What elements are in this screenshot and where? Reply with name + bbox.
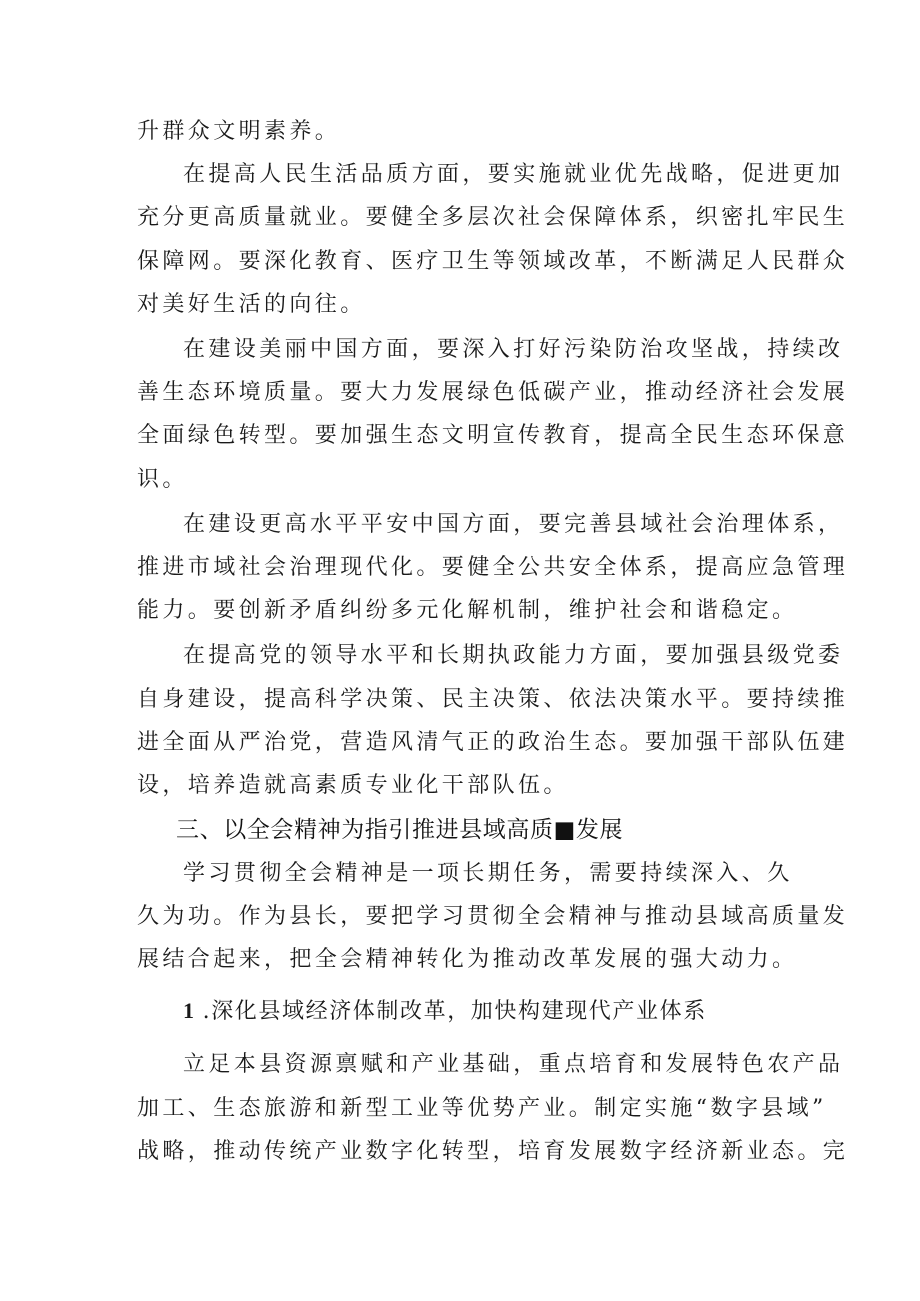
paragraph-start-line: 立足本县资源禀赋和产业基础，重点培育和发展特色农产品 xyxy=(183,1052,844,1077)
text-line: 保障网。要深化教育、医疗卫生等领域改革，不断满足人民群众 xyxy=(137,249,849,274)
text-line: 进全面从严治党，营造风清气正的政治生态。要加强干部队伍建 xyxy=(137,730,849,755)
text-line: 推进市域社会治理现代化。要健全公共安全体系，提高应急管理 xyxy=(137,555,849,580)
paragraph-start-line: 在提高党的领导水平和长期执政能力方面，要加强县级党委 xyxy=(183,643,844,668)
paragraph-start-line: 在建设更高水平平安中国方面，要完善县域社会治理体系， xyxy=(183,512,844,537)
subsection-heading xyxy=(183,996,707,1027)
subsection-title: 深化县域经济体制改革，加快构建现代产业体系 xyxy=(211,999,707,1024)
text-line: 久为功。作为县长，要把学习贯彻全会精神与推动县域高质量发 xyxy=(137,904,849,929)
subsection-number: 1 xyxy=(183,998,194,1023)
text-line: 加工、生态旅游和新型工业等优势产业。制定实施“数字县域” xyxy=(137,1096,827,1121)
text-line: 战略，推动传统产业数字化转型，培育发展数字经济新业态。完 xyxy=(137,1139,849,1164)
paragraph-start-line: 学习贯彻全会精神是一项长期任务，需要持续深入、久 xyxy=(183,861,793,886)
paragraph-start-line: 在提高人民生活品质方面，要实施就业优先战略，促进更加 xyxy=(183,162,844,187)
text-line: 全面绿色转型。要加强生态文明宣传教育，提高全民生态环保意 xyxy=(137,423,849,448)
text-line: 善生态环境质量。要大力发展绿色低碳产业，推动经济社会发展 xyxy=(137,380,849,405)
text-line: 能力。要创新矛盾纠纷多元化解机制，维护社会和谐稳定。 xyxy=(137,598,798,623)
text-line: 设，培养造就高素质专业化干部队伍。 xyxy=(137,773,569,798)
text-line: 自身建设，提高科学决策、民主决策、依法决策水平。要持续推 xyxy=(137,687,849,712)
text-line: 识。 xyxy=(137,467,188,492)
text-line: 展结合起来，把全会精神转化为推动改革发展的强大动力。 xyxy=(137,947,798,972)
section-heading: 三、以全会精神为指引推进县域高质■发展 xyxy=(176,817,624,843)
text-line: 对美好生活的向往。 xyxy=(137,292,366,317)
text-line: 升群众文明素养。 xyxy=(137,119,341,144)
paragraph-start-line: 在建设美丽中国方面，要深入打好污染防治攻坚战，持续改 xyxy=(183,337,844,362)
text-line: 充分更高质量就业。要健全多层次社会保障体系，织密扎牢民生 xyxy=(137,205,849,230)
subsection-number-dot: . xyxy=(194,999,212,1024)
